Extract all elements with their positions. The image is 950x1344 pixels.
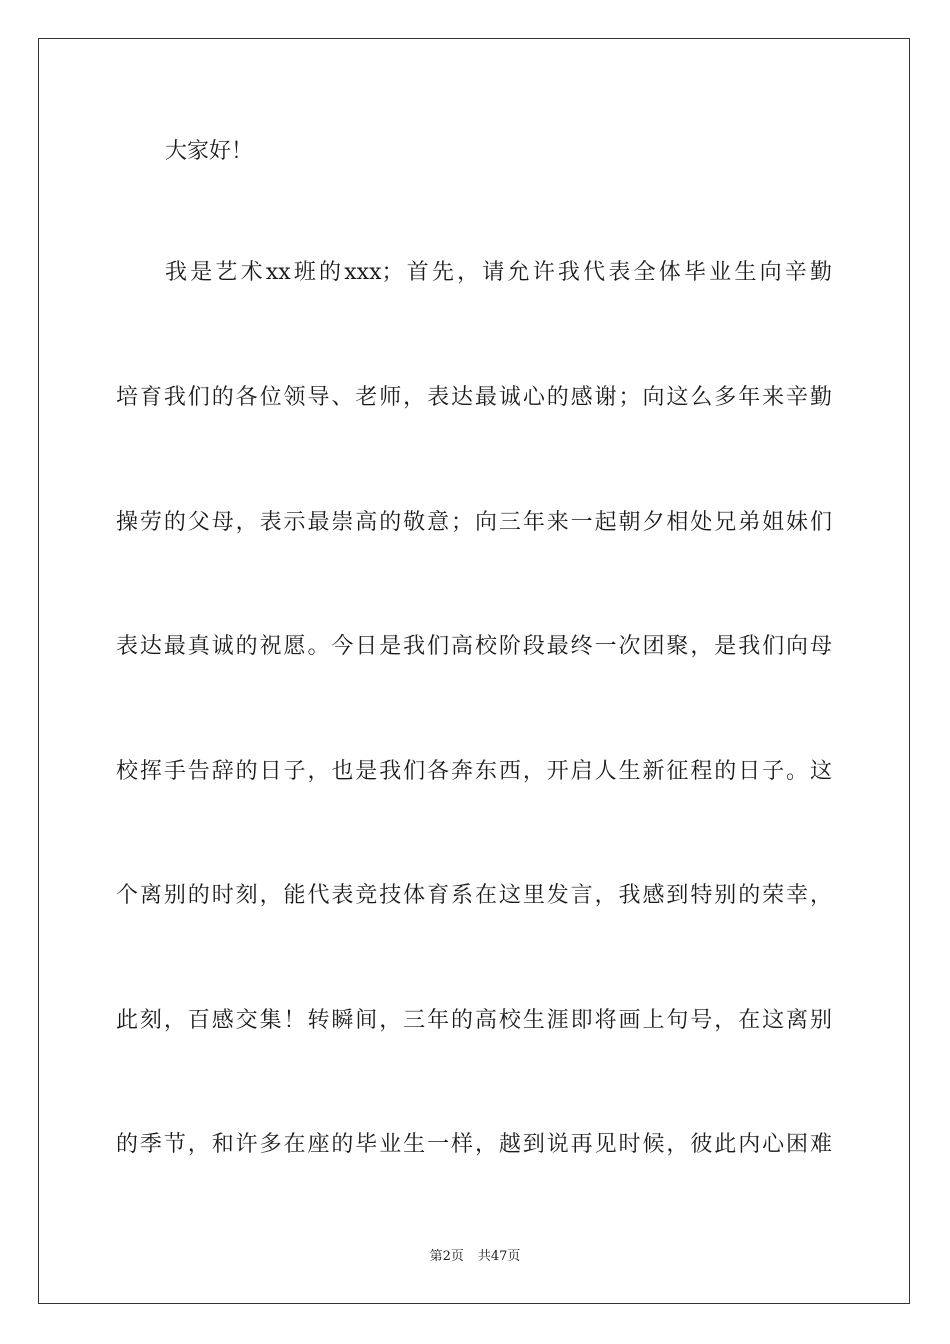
paragraph-line: 操劳的父母，表示最崇高的敬意；向三年来一起朝夕相处兄弟姐妹们: [116, 510, 832, 535]
paragraph-line: 我是艺术xx班的xxx；首先，请允许我代表全体毕业生向辛勤: [165, 260, 832, 285]
page-number: 第2页: [429, 1249, 464, 1264]
paragraph-line: 校挥手告辞的日子，也是我们各奔东西，开启人生新征程的日子。这: [116, 759, 832, 784]
paragraph-line: 个离别的时刻，能代表竞技体育系在这里发言，我感到特别的荣幸，: [116, 883, 832, 908]
paragraph-line: 培育我们的各位领导、老师，表达最诚心的感谢；向这么多年来辛勤: [116, 385, 832, 410]
page-border: [38, 38, 910, 1304]
paragraph-line: 此刻，百感交集！转瞬间，三年的高校生涯即将画上句号，在这离别: [116, 1008, 832, 1033]
paragraph-line: 表达最真诚的祝愿。今日是我们高校阶段最终一次团聚，是我们向母: [116, 634, 832, 659]
greeting-text: 大家好！: [165, 139, 254, 164]
page-total: 共47页: [477, 1249, 521, 1264]
page-footer: [0, 1248, 950, 1266]
paragraph-line: 的季节，和许多在座的毕业生一样，越到说再见时候，彼此内心困难: [116, 1132, 832, 1157]
